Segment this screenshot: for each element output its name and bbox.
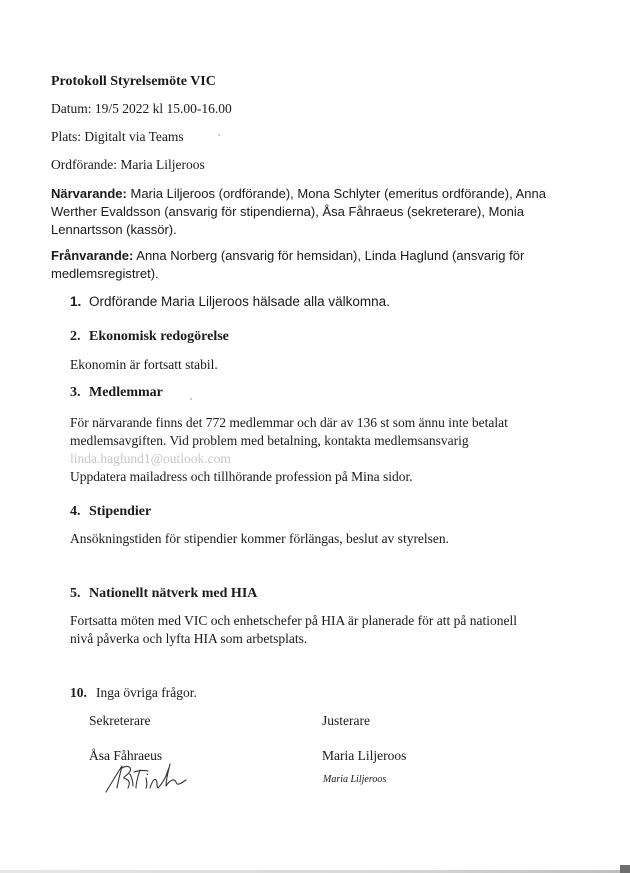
- adjuster-signature: Maria Liljeroos: [323, 774, 387, 785]
- agenda-item-2-heading: [70, 328, 229, 345]
- item-heading: Stipendier: [89, 504, 152, 519]
- agenda-item-4-body: Ansökningstiden för stipendier kommer förlängas, beslut av styrelsen.: [70, 531, 450, 546]
- item-heading: Ekonomisk redogörelse: [89, 329, 229, 344]
- agenda-item-5-heading: [70, 585, 257, 602]
- agenda-item-1: [70, 294, 390, 310]
- present-list: Maria Liljeroos (ordförande), Mona Schlyter (emeritus ordförande), Anna Werther Evaldsson (ansvarig för stipendierna), Åsa Fåhraeus (sekreterare), Monia Lennartsson (kassör).: [51, 186, 546, 237]
- agenda-item-10: [70, 685, 197, 701]
- absent-label: Frånvarande:: [51, 248, 134, 263]
- members-text: För närvarande finns det 772 medlemmar och där av 136 st som ännu inte betalat medlemsavgiften. Vid problem med betalning, kontakta medlemsansvarig: [70, 415, 508, 448]
- item-heading: Medlemmar: [89, 385, 163, 400]
- scan-speck: [218, 134, 220, 136]
- item-number: 4.: [70, 504, 81, 519]
- scan-speck: [190, 398, 192, 400]
- item-number: 10.: [70, 685, 87, 700]
- agenda-item-5-body: Fortsatta möten med VIC och enhetschefer på HIA är planerade för att på nationell nivå påverka och lyfta HIA som arbetsplats.: [70, 613, 517, 646]
- agenda-item-2-body: Ekonomin är fortsatt stabil.: [70, 357, 218, 372]
- adjuster-role: Justerare: [322, 713, 370, 728]
- members-update-text: Uppdatera mailadress och tillhörande profession på Mina sidor.: [70, 469, 413, 484]
- signature-stroke: [106, 764, 186, 792]
- attendees-present: [51, 185, 571, 239]
- adjuster-name: Maria Liljeroos: [322, 748, 407, 763]
- secretary-name: Åsa Fåhraeus: [89, 748, 163, 763]
- absent-list: Anna Norberg (ansvarig för hemsidan), Linda Haglund (ansvarig för medlemsregistret).: [51, 248, 525, 281]
- agenda-item-4-heading: [70, 503, 151, 520]
- document-title: Protokoll Styrelsemöte VIC: [51, 74, 216, 89]
- item-number: 2.: [70, 329, 81, 344]
- meeting-place: Plats: Digitalt via Teams: [51, 129, 184, 144]
- attendees-absent: [51, 247, 571, 283]
- secretary-role: Sekreterare: [89, 713, 151, 728]
- meeting-chair: Ordförande: Maria Liljeroos: [51, 157, 205, 172]
- email-link[interactable]: linda.haglund1@outlook.com: [70, 451, 231, 466]
- present-label: Närvarande:: [51, 186, 127, 201]
- item-number: 1.: [70, 294, 82, 309]
- item-number: 3.: [70, 385, 81, 400]
- item-text: Inga övriga frågor.: [96, 685, 197, 700]
- item-heading: Nationellt nätverk med HIA: [89, 586, 258, 601]
- item-number: 5.: [70, 586, 81, 601]
- meeting-date: Datum: 19/5 2022 kl 15.00-16.00: [51, 101, 232, 116]
- scan-corner-shadow: [620, 865, 630, 873]
- secretary-signature: [100, 760, 210, 796]
- agenda-item-3-body: [70, 414, 530, 486]
- item-text: Ordförande Maria Liljeroos hälsade alla välkomna.: [89, 294, 390, 309]
- agenda-item-3-heading: [70, 384, 163, 401]
